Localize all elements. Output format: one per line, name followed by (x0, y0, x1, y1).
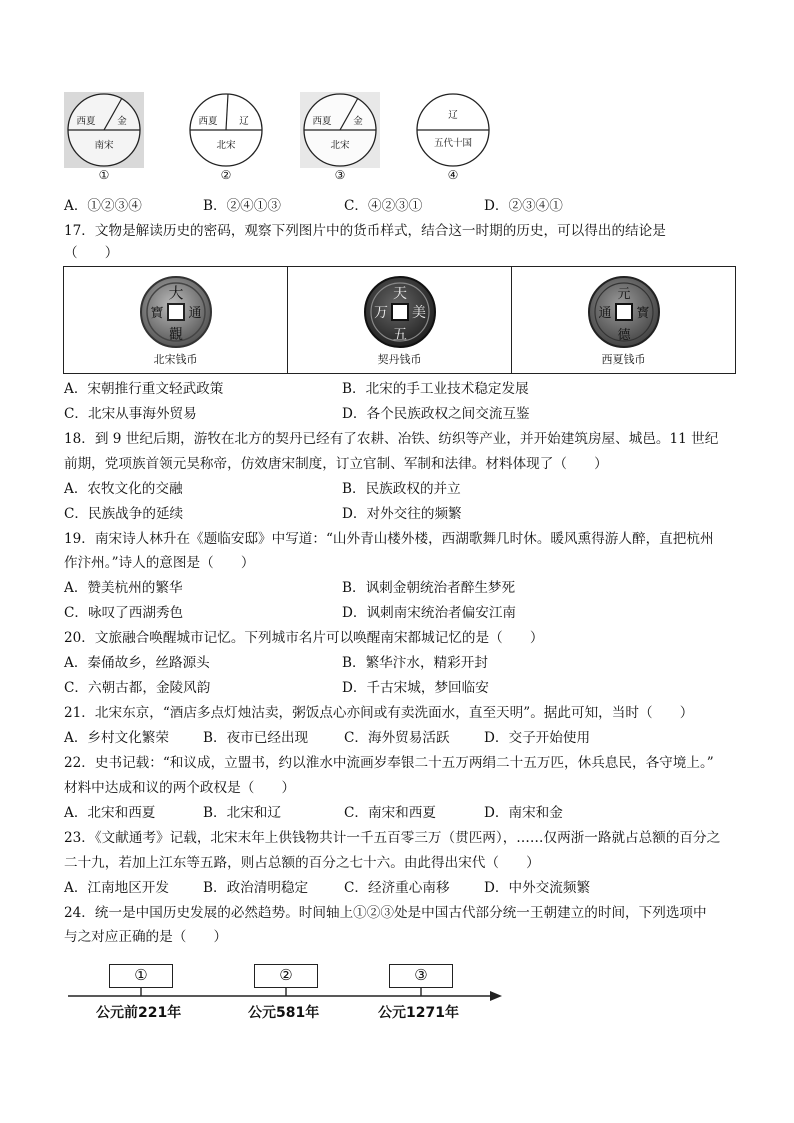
map-diagram-4 (413, 92, 493, 184)
map-region: 北宋 (330, 140, 350, 151)
coin-caption: 西夏钱币 (601, 353, 646, 366)
map-number: ④ (447, 168, 459, 182)
q17-stem: 17．文物是解读历史的密码，观察下列图片中的货币样式，结合这一时期的历史，可以得出的结论是 (64, 223, 666, 239)
q24-stem: 24．统一是中国历史发展的必然趋势。时间轴上①②③处是中国古代部分统一王朝建立的时间，下列选项中 (64, 905, 707, 921)
q18-option-d[interactable]: D．对外交往的频繁 (342, 506, 462, 522)
coin-char: 寳 (635, 306, 650, 321)
q19-option-c[interactable]: C．咏叹了西湖秀色 (64, 605, 184, 621)
map-region: 西夏 (312, 116, 332, 127)
q17-option-b[interactable]: B．北宋的手工业技术稳定发展 (342, 381, 529, 397)
timeline-label-2: 公元581年 (248, 1005, 320, 1021)
map-number: ① (98, 168, 110, 182)
coin-cell-3 (512, 267, 735, 373)
coin-char: 元 (616, 287, 631, 302)
coin-char: 德 (616, 328, 631, 343)
coin-char: 大 (167, 284, 184, 302)
timeline-box-3: ③ (389, 964, 453, 988)
q23-option-b[interactable]: B．政治清明稳定 (203, 880, 309, 896)
q16-option-a[interactable]: A．①②③④ (64, 198, 142, 214)
q17-option-c[interactable]: C．北宋从事海外贸易 (64, 406, 197, 422)
coin-char: 觀 (168, 327, 183, 343)
coin-table (63, 266, 736, 374)
q18-option-b[interactable]: B．民族政权的并立 (342, 481, 461, 497)
coin-cell-2 (288, 267, 512, 373)
q22-option-d[interactable]: D．南宋和金 (484, 805, 563, 821)
q16-option-c[interactable]: C．④②③① (344, 198, 423, 214)
q19-option-d[interactable]: D．讽刺南宋统治者偏安江南 (342, 605, 517, 621)
map-region: 金 (353, 116, 363, 127)
q21-option-d[interactable]: D．交子开始使用 (484, 730, 591, 746)
q21-option-b[interactable]: B．夜市已经出现 (203, 730, 309, 746)
coin-image-1 (139, 275, 213, 349)
coin-char: 天 (392, 286, 407, 302)
q18-option-a[interactable]: A．农牧文化的交融 (64, 481, 183, 497)
q21-option-a[interactable]: A．乡村文化繁荣 (64, 730, 169, 746)
coin-char: 通 (597, 306, 612, 321)
q19-option-b[interactable]: B．讽刺金朝统治者醉生梦死 (342, 580, 516, 596)
timeline-box-2: ② (254, 964, 318, 988)
map-region: 金 (117, 116, 127, 127)
q24-stem-cont: 与之对应正确的是（ ） (64, 929, 228, 945)
q20-option-a[interactable]: A．秦俑故乡，丝路源头 (64, 655, 210, 671)
map-region: 辽 (448, 110, 458, 121)
q23-option-c[interactable]: C．经济重心南移 (344, 880, 450, 896)
q20-option-b[interactable]: B．繁华汴水，精彩开封 (342, 655, 488, 671)
coin-char: 万 (373, 305, 388, 321)
q23-stem-cont: 二十九，若加上江东等五路，则占总额的百分之七十六。由此得出宋代（ ） (64, 855, 540, 871)
map-region: 南宋 (94, 140, 114, 151)
coin-image-3 (587, 275, 661, 349)
map-number: ② (220, 168, 232, 182)
coin-char: 寶 (149, 306, 164, 321)
map-diagram-1 (64, 92, 144, 184)
timeline-label-1: 公元前221年 (96, 1005, 182, 1021)
map-region: 辽 (239, 116, 249, 127)
q22-option-b[interactable]: B．北宋和辽 (203, 805, 281, 821)
q18-stem-cont: 前期，党项族首领元昊称帝，仿效唐宋制度，订立官制、军制和法律。材料体现了（ ） (64, 456, 608, 472)
q22-stem: 22．史书记载：“和议成，立盟书，约以淮水中流画岁奉银二十五万两绢二十五万匹，休兵息民，各守境上。” (64, 755, 714, 771)
q20-option-c[interactable]: C．六朝古都，金陵风韵 (64, 680, 211, 696)
map-region: 五代十国 (433, 138, 473, 149)
coin-cell-1 (64, 267, 288, 373)
q19-stem: 19．南宋诗人林升在《题临安邸》中写道：“山外青山楼外楼，西湖歌舞几时休。暖风熏得游人醉，直把杭州 (64, 531, 714, 547)
coin-caption: 北宋钱币 (153, 353, 198, 366)
q19-option-a[interactable]: A．赞美杭州的繁华 (64, 580, 183, 596)
q16-option-d[interactable]: D．②③④① (484, 198, 563, 214)
map-region: 西夏 (76, 116, 96, 127)
q22-option-c[interactable]: C．南宋和西夏 (344, 805, 436, 821)
timeline-label-3: 公元1271年 (378, 1005, 459, 1021)
coin-char: 通 (187, 306, 202, 321)
q23-stem: 23．《文献通考》记载，北宋末年上供钱物共计一千五百零三万（贯匹两），……仅两浙一路就占总额的百分之 (64, 830, 721, 846)
q16-option-b[interactable]: B．②④①③ (203, 198, 281, 214)
q18-stem: 18．到 9 世纪后期，游牧在北方的契丹已经有了农耕、冶铁、纺织等产业，并开始建筑房屋、城邑。11 世纪 (64, 431, 719, 447)
q18-option-c[interactable]: C．民族战争的延续 (64, 506, 184, 522)
q17-stem-cont: （ ） (64, 245, 119, 261)
map-region: 西夏 (198, 116, 218, 127)
coin-caption: 契丹钱币 (377, 353, 422, 366)
q22-option-a[interactable]: A．北宋和西夏 (64, 805, 156, 821)
q17-option-a[interactable]: A．宋朝推行重文轻武政策 (64, 381, 224, 397)
q23-option-a[interactable]: A．江南地区开发 (64, 880, 169, 896)
q20-stem: 20．文旅融合唤醒城市记忆。下列城市名片可以唤醒南宋都城记忆的是（ ） (64, 630, 544, 646)
q20-option-d[interactable]: D．千古宋城，梦回临安 (342, 680, 489, 696)
map-diagram-2 (186, 92, 266, 184)
timeline-box-1: ① (109, 964, 173, 988)
map-diagram-3 (300, 92, 380, 184)
q19-stem-cont: 作汴州。”诗人的意图是（ ） (64, 555, 255, 571)
q21-option-c[interactable]: C．海外贸易活跃 (344, 730, 450, 746)
coin-image-2 (363, 275, 437, 349)
q23-option-d[interactable]: D．中外交流频繁 (484, 880, 591, 896)
map-number: ③ (334, 168, 346, 182)
coin-char: 美 (411, 305, 426, 321)
q22-stem-cont: 材料中达成和议的两个政权是（ ） (64, 780, 296, 796)
coin-char: 五 (392, 327, 407, 343)
q21-stem: 21．北宋东京，“酒店多点灯烛沽卖，粥饭点心亦间或有卖洗面水，直至天明”。据此可知，当时（ ） (64, 705, 694, 721)
map-region: 北宋 (216, 140, 236, 151)
q17-option-d[interactable]: D．各个民族政权之间交流互鉴 (342, 406, 530, 422)
